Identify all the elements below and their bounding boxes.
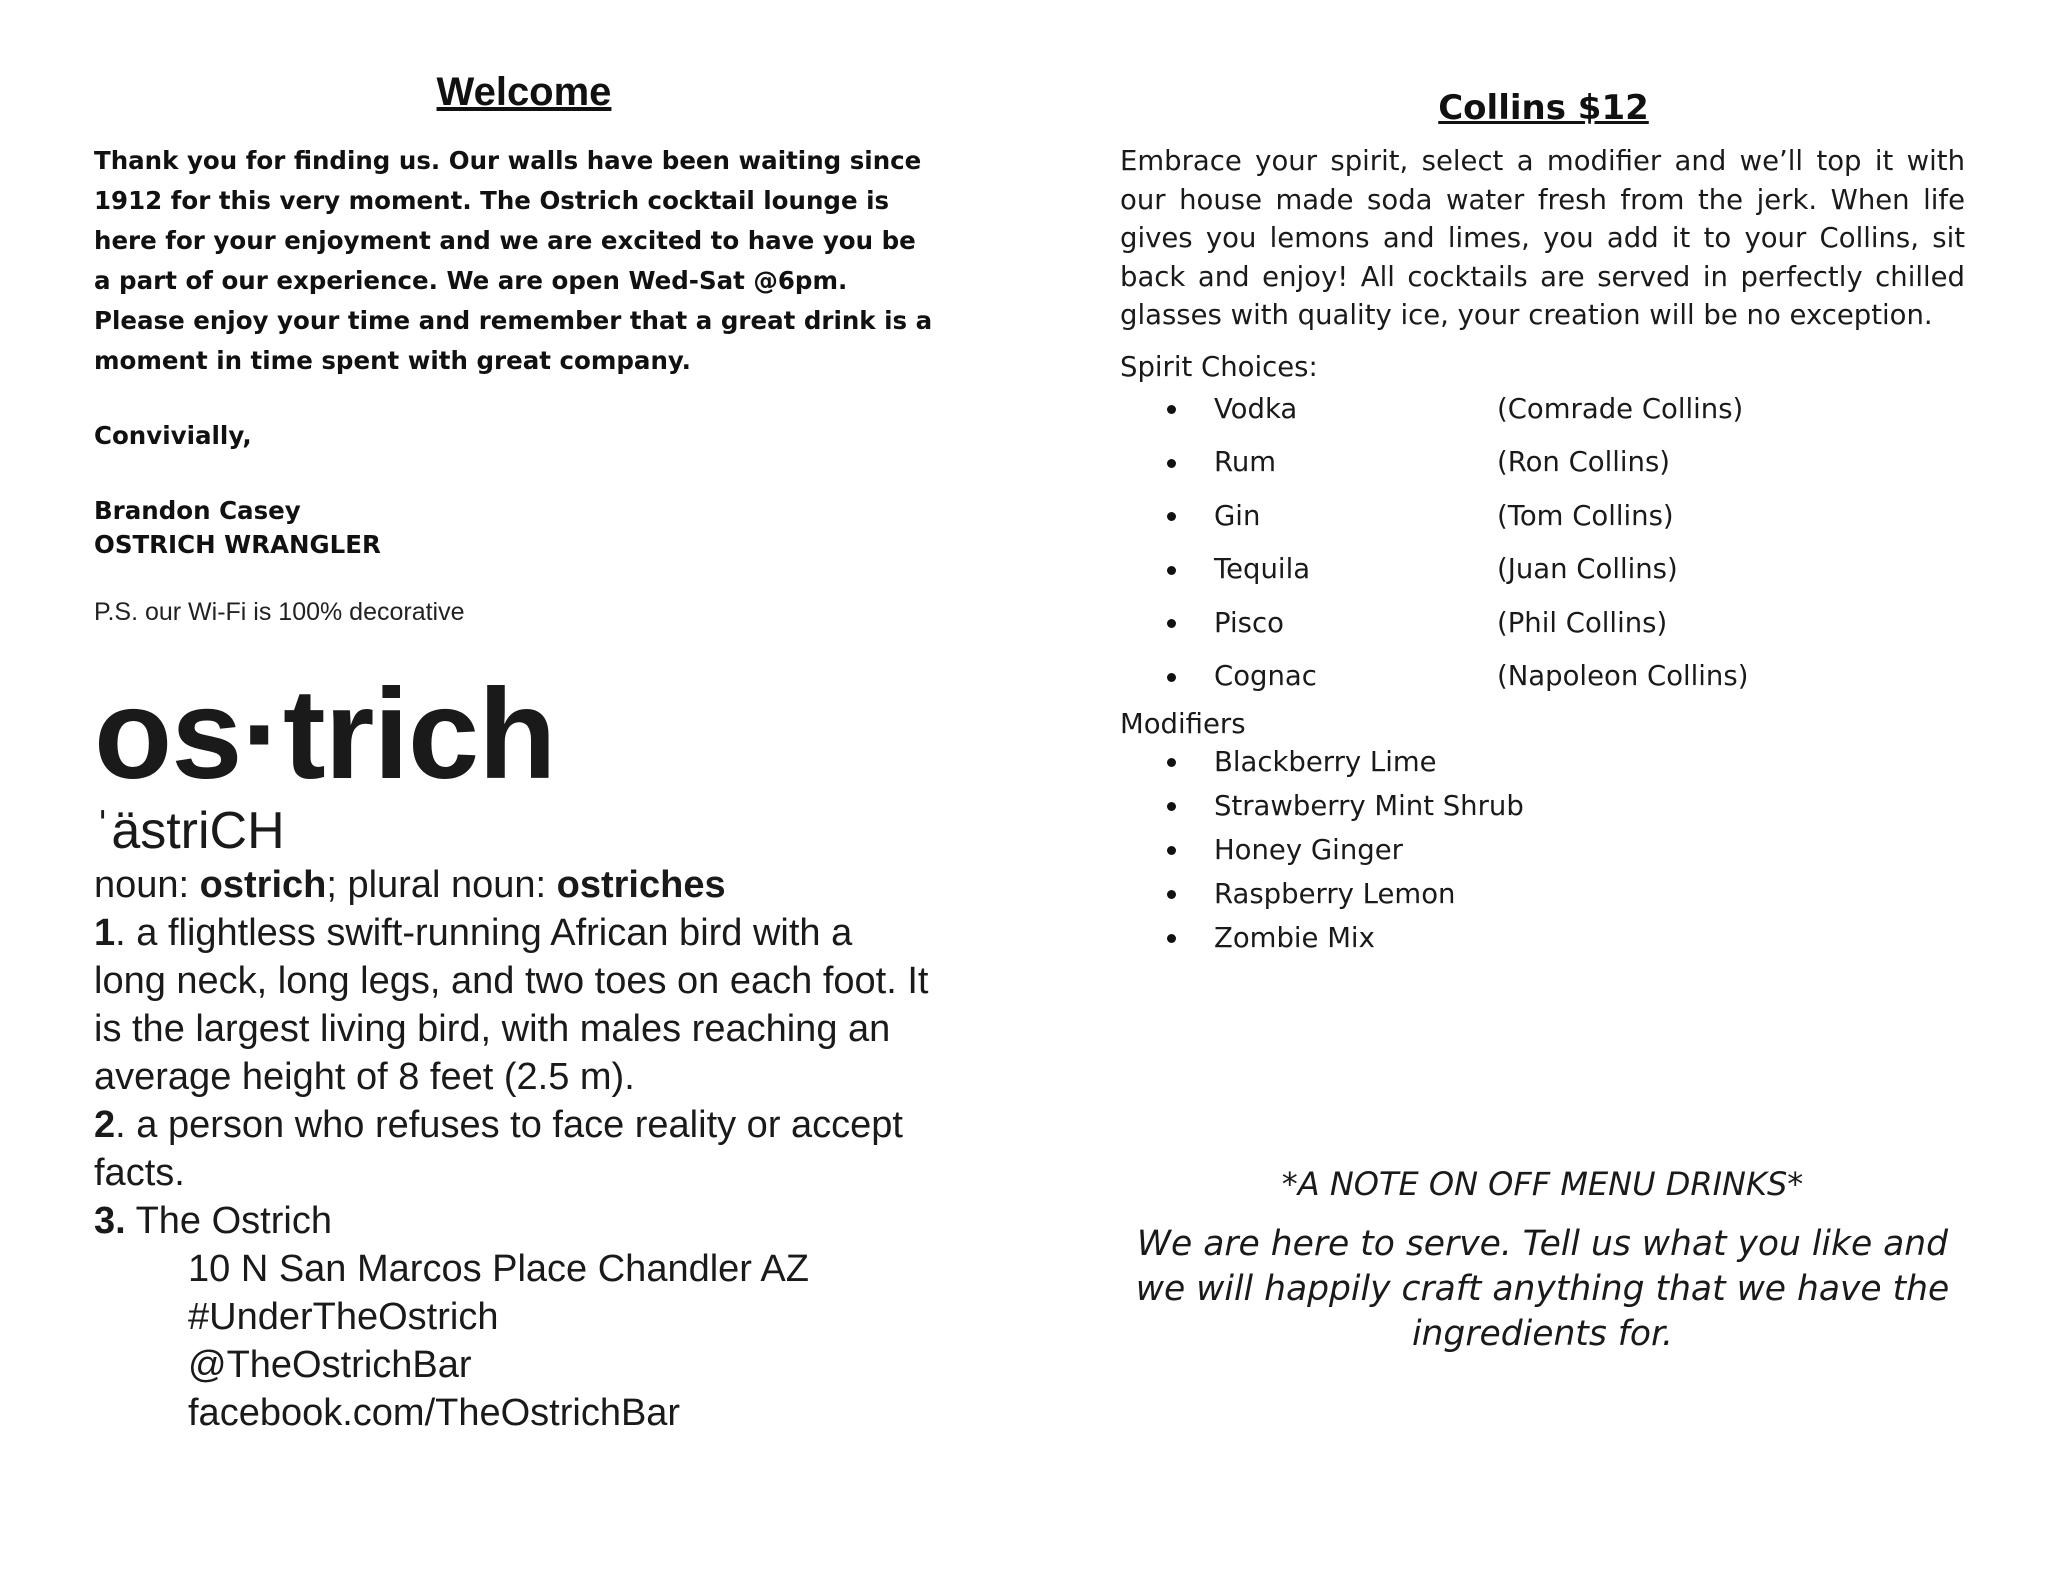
spirit-choices-label: Spirit Choices: <box>1120 350 1318 383</box>
list-item <box>1120 543 1965 597</box>
list-item <box>1120 436 1965 490</box>
bullet-icon <box>1167 890 1176 899</box>
definition-3-number: 3. <box>94 1200 126 1242</box>
list-item <box>1120 650 1965 704</box>
definition-3 <box>94 1197 934 1245</box>
welcome-body: Thank you for finding us. Our walls have been waiting since 1912 for this very moment. The Ostrich cocktail lounge is here for your enjoyment and we are excited to have you be a part of our experience. We are open Wed-Sat @6pm. Please enjoy your time and remember that a great drink is a moment in time spent with great company. <box>94 146 933 375</box>
definition-1-text: . a flightless swift-running African bird with a long neck, long legs, and two toes on each foot. It is the largest living bird, with males reaching an average height of 8 feet (2.5 m). <box>94 912 929 1098</box>
bullet-icon <box>1167 619 1176 628</box>
modifier-list <box>1120 740 1965 960</box>
spirit-name: Gin <box>1214 499 1261 532</box>
facebook-link: facebook.com/TheOstrichBar <box>188 1392 681 1434</box>
collins-intro: Embrace your spirit, select a modifier and we’ll top it with our house made soda water fresh from the jerk. When life gives you lemons and limes, you add it to your Collins, sit back and enjoy! All cocktails are served in perfectly chilled glasses with quality ice, your creation will be no exception. <box>1120 145 1965 331</box>
spirit-alias: (Juan Collins) <box>1497 553 1678 585</box>
spirit-name: Cognac <box>1214 660 1317 692</box>
definition-3-text: The Ostrich <box>125 1200 332 1242</box>
modifier-name: Raspberry Lemon <box>1214 877 1456 910</box>
bullet-icon <box>1167 566 1176 575</box>
bullet-icon <box>1167 405 1176 414</box>
list-item <box>1120 740 1965 784</box>
list-item <box>1120 916 1965 960</box>
spirit-alias: (Ron Collins) <box>1497 446 1671 478</box>
list-item <box>1120 828 1965 872</box>
noun-word: ostrich <box>199 864 327 906</box>
spirit-name: Rum <box>1214 446 1277 478</box>
bullet-icon <box>1167 934 1176 943</box>
spirit-name: Vodka <box>1214 392 1298 425</box>
spirit-alias: (Comrade Collins) <box>1497 392 1744 425</box>
signature-block <box>94 494 934 562</box>
dictionary-word: os·trich <box>94 663 556 806</box>
plural-word: ostriches <box>556 864 726 906</box>
modifier-name: Blackberry Lime <box>1214 745 1437 778</box>
list-item <box>1120 597 1965 651</box>
definition-2-number: 2 <box>94 1104 116 1146</box>
address: 10 N San Marcos Place Chandler AZ <box>188 1248 809 1290</box>
list-item <box>1120 490 1965 544</box>
spirit-name: Pisco <box>1214 606 1284 639</box>
off-menu-note-body: We are here to serve. Tell us what you like and we will happily craft anything that we have the ingredients for. <box>1135 1224 1950 1354</box>
collins-title: Collins $12 <box>1438 88 1649 128</box>
signer-title: OSTRICH WRANGLER <box>94 530 381 559</box>
bullet-icon <box>1167 802 1176 811</box>
bullet-icon <box>1167 846 1176 855</box>
noun-prefix: noun: <box>94 864 200 906</box>
modifier-name: Honey Ginger <box>1214 833 1403 866</box>
bullet-icon <box>1167 459 1176 468</box>
welcome-title: Welcome <box>436 70 612 114</box>
definition-2-text: . a person who refuses to face reality or accept facts. <box>94 1104 903 1194</box>
modifier-name: Zombie Mix <box>1214 921 1375 954</box>
pronunciation: ˈästriCH <box>94 802 285 860</box>
closing-text: Convivially, <box>94 421 252 450</box>
collins-panel <box>1120 80 1965 960</box>
spirit-list <box>1120 383 1965 704</box>
plural-prefix: ; plural noun: <box>326 864 557 906</box>
definition-1-number: 1 <box>94 912 116 954</box>
social-handle: @TheOstrichBar <box>188 1344 472 1386</box>
signer-name: Brandon Casey <box>94 496 301 525</box>
list-item <box>1120 383 1965 437</box>
off-menu-note-heading: *A NOTE ON OFF MENU DRINKS* <box>1281 1165 1804 1203</box>
modifiers-label: Modifiers <box>1120 707 1246 740</box>
modifier-name: Strawberry Mint Shrub <box>1214 789 1524 822</box>
bullet-icon <box>1167 512 1176 521</box>
definition-2 <box>94 1101 934 1197</box>
definition-block <box>94 861 934 1437</box>
list-item <box>1120 784 1965 828</box>
spirit-name: Tequila <box>1214 553 1311 585</box>
hashtag: #UnderTheOstrich <box>188 1296 499 1338</box>
spirit-alias: (Napoleon Collins) <box>1497 660 1749 692</box>
bullet-icon <box>1167 673 1176 682</box>
spirit-alias: (Tom Collins) <box>1497 499 1674 532</box>
part-of-speech <box>94 861 934 909</box>
list-item <box>1120 872 1965 916</box>
welcome-panel <box>94 70 934 1437</box>
spirit-alias: (Phil Collins) <box>1497 606 1668 639</box>
ps-note: P.S. our Wi-Fi is 100% decorative <box>94 598 465 626</box>
definition-1 <box>94 909 934 1101</box>
bullet-icon <box>1167 758 1176 767</box>
